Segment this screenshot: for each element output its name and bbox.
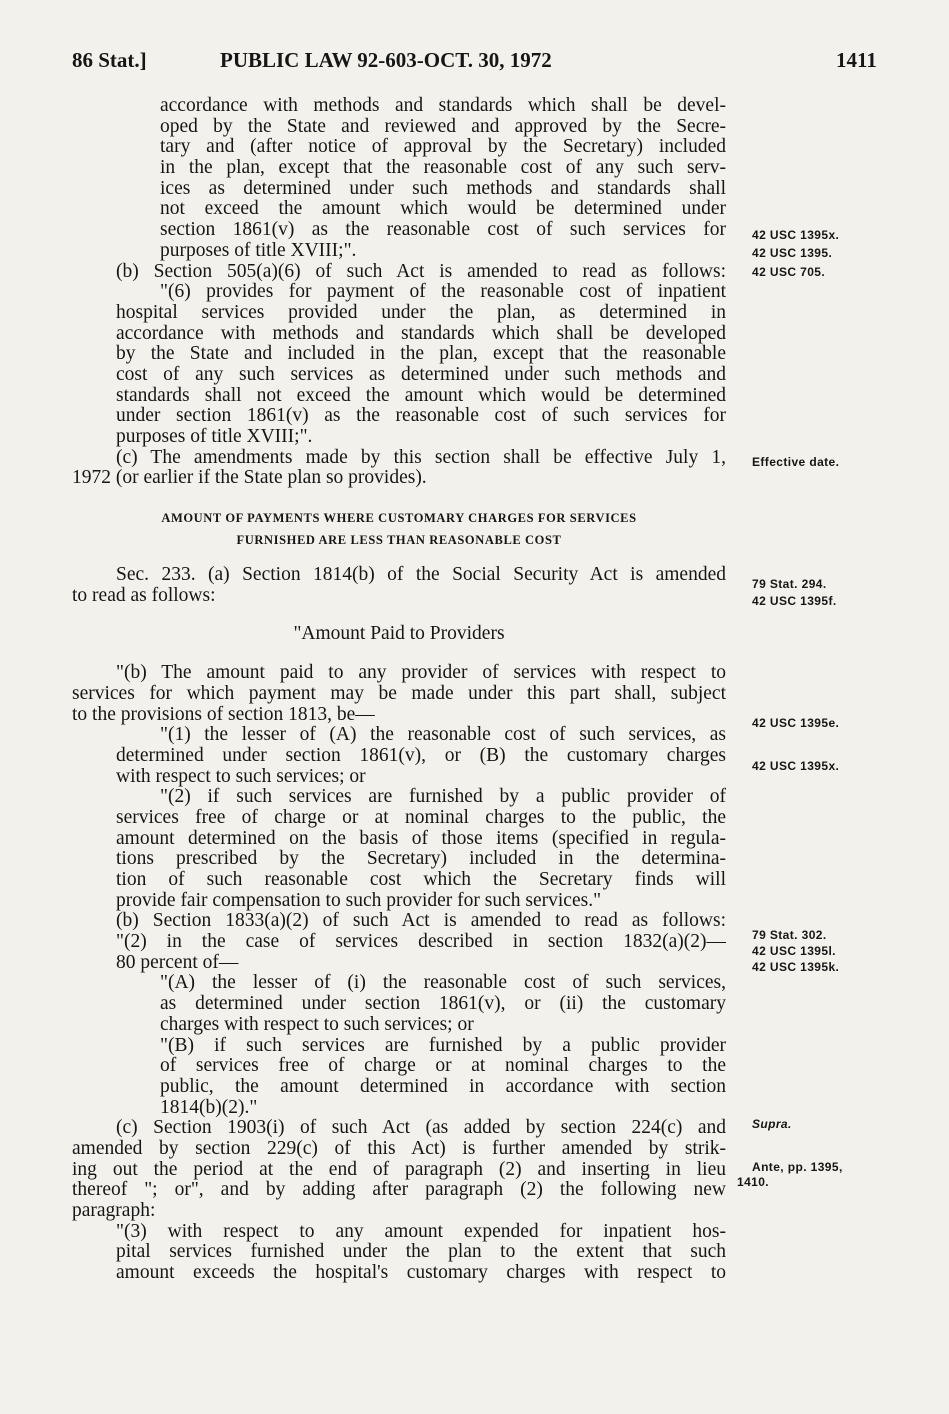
text-line: "(2) if such services are furnished by a public provider of — [160, 787, 726, 808]
text-line: tary and (after notice of approval by the Secretary) included — [160, 137, 726, 158]
text-line: ing out the period at the end of paragraph (2) and inserting in lieu — [72, 1159, 726, 1180]
text-line: 1972 (or earlier if the State plan so provides). — [72, 467, 427, 489]
margin-citation: 42 USC 1395x. — [752, 759, 840, 773]
text-line: "(6) provides for payment of the reasonable cost of inpatient — [160, 282, 726, 303]
text-line: not exceed the amount which would be determined under — [160, 199, 726, 220]
text-line: thereof "; or", and by adding after paragraph (2) the following new — [72, 1180, 726, 1201]
text-line: "(B) if such services are furnished by a public provider — [160, 1035, 726, 1056]
text-line: of services free of charge or at nominal charges to the — [160, 1056, 726, 1077]
text-line: (c) The amendments made by this section shall be effective July 1, — [116, 447, 726, 468]
margin-citation: 42 USC 1395x. — [752, 228, 840, 242]
text-line: (b) Section 505(a)(6) of such Act is amended to read as follows: — [116, 261, 726, 282]
text-line: (b) Section 1833(a)(2) of such Act is amended to read as follows: — [116, 911, 726, 932]
text-line: accordance with methods and standards which shall be developed — [116, 323, 726, 344]
text-line: public, the amount determined in accordance with section — [160, 1076, 726, 1097]
margin-citation: 42 USC 1395k. — [752, 960, 840, 974]
margin-citation: 79 Stat. 302. — [752, 928, 827, 942]
text-line: services free of charge or at nominal charges to the public, the — [116, 807, 726, 828]
text-line: amount determined on the basis of those items (specified in regula- — [116, 828, 726, 849]
text-line: tions prescribed by the Secretary) included in the determina- — [116, 849, 726, 870]
text-line: amount exceeds the hospital's customary charges with respect to — [116, 1263, 726, 1284]
text-line: oped by the State and reviewed and approved by the Secre- — [160, 116, 726, 137]
text-line: charges with respect to such services; or — [160, 1013, 474, 1035]
text-line: purposes of title XVIII;". — [116, 426, 313, 447]
running-title: PUBLIC LAW 92-603-OCT. 30, 1972 — [220, 48, 552, 72]
text-line: ices as determined under such methods and standards shall — [160, 178, 726, 199]
text-line: 80 percent of— — [116, 951, 239, 973]
margin-ante — [737, 1160, 857, 1190]
text-line: pital services furnished under the plan to the extent that such — [116, 1242, 726, 1263]
statute-volume: 86 Stat.] — [72, 48, 147, 72]
margin-citation: 42 USC 1395. — [752, 246, 833, 260]
text-line: "(3) with respect to any amount expended for inpatient hos- — [116, 1221, 726, 1242]
text-line: "(A) the lesser of (i) the reasonable cost of such services, — [160, 973, 726, 994]
text-line: under section 1861(v) as the reasonable cost of such services for — [116, 406, 726, 427]
text-line: "(2) in the case of services described in section 1832(a)(2)— — [116, 932, 726, 953]
section-heading: FURNISHED ARE LESS THAN REASONABLE COST — [236, 533, 562, 548]
text-line: "(1) the lesser of (A) the reasonable cost of such services, as — [160, 725, 726, 746]
text-line: cost of any such services as determined under such methods and — [116, 364, 726, 385]
text-line: determined under section 1861(v), or (B) the customary charges — [116, 745, 726, 766]
subsection-title: "Amount Paid to Providers — [293, 623, 505, 645]
text-line: (c) Section 1903(i) of such Act (as added by section 224(c) and — [116, 1118, 726, 1139]
text-line: Sec. 233. (a) Section 1814(b) of the Social Security Act is amended — [116, 565, 726, 586]
text-line: as determined under section 1861(v), or (ii) the customary — [160, 994, 726, 1015]
text-line: 1814(b)(2)." — [160, 1096, 258, 1118]
text-line: accordance with methods and standards which shall be devel- — [160, 96, 726, 116]
text-line: to read as follows: — [72, 584, 216, 606]
margin-citation: 42 USC 1395f. — [752, 594, 837, 608]
page-number: 1411 — [836, 48, 877, 72]
text-line: purposes of title XVIII;". — [160, 239, 357, 261]
margin-citation: 42 USC 1395e. — [752, 716, 840, 730]
margin-ante-line: Ante, pp. 1395, — [752, 1160, 843, 1174]
text-line: hospital services provided under the plan, as determined in — [116, 302, 726, 323]
text-line: provide fair compensation to such provider for such services." — [116, 889, 602, 911]
text-line: in the plan, except that the reasonable cost of any such serv- — [160, 158, 726, 179]
text-line: services for which payment may be made under this part shall, subject — [72, 683, 726, 704]
text-line: with respect to such services; or — [116, 765, 366, 787]
text-line: paragraph: — [72, 1200, 156, 1221]
margin-supra: Supra. — [752, 1117, 792, 1131]
margin-citation: 42 USC 705. — [752, 265, 826, 279]
margin-ante-line: 1410. — [737, 1175, 770, 1189]
text-line: "(b) The amount paid to any provider of services with respect to — [116, 663, 726, 684]
body-text — [72, 96, 726, 1284]
text-line: to the provisions of section 1813, be— — [72, 703, 375, 725]
text-line: section 1861(v) as the reasonable cost of such services for — [160, 220, 726, 241]
margin-citation: 42 USC 1395l. — [752, 944, 836, 958]
text-line: by the State and included in the plan, except that the reasonable — [116, 344, 726, 365]
text-line: amended by section 229(c) of this Act) is further amended by strik- — [72, 1138, 726, 1159]
margin-citation: 79 Stat. 294. — [752, 577, 827, 591]
margin-effective-date: Effective date. — [752, 455, 840, 469]
text-line: standards shall not exceed the amount which would be determined — [116, 385, 726, 406]
text-line: tion of such reasonable cost which the Secretary finds will — [116, 870, 726, 890]
section-heading: AMOUNT OF PAYMENTS WHERE CUSTOMARY CHARGES FOR SERVICES — [161, 511, 637, 526]
